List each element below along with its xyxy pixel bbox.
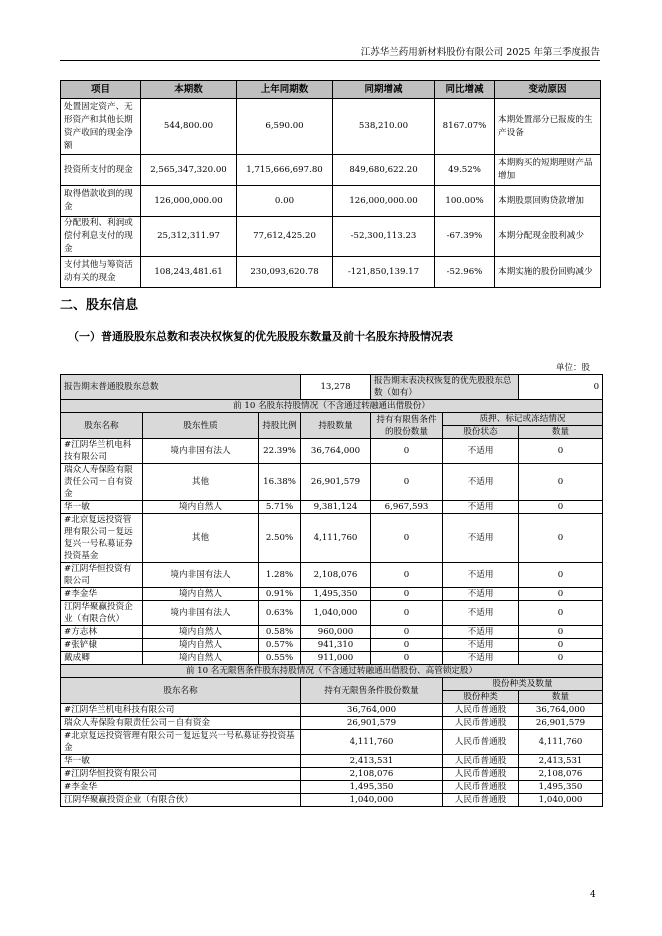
cell-qty: 9,381,124 xyxy=(301,501,371,514)
cell-holder: #北京复远投资管理有限公司－复远复兴一号私募证券投资基金 xyxy=(61,730,301,755)
cell-change: -121,850,139.17 xyxy=(333,257,435,288)
cell-current: 544,800.00 xyxy=(141,99,237,155)
total-holders-value: 13,278 xyxy=(301,375,371,400)
cell-pledge-qty: 0 xyxy=(519,639,603,652)
cell-prior: 77,612,425.20 xyxy=(237,217,333,257)
cell-ratio: 2.50% xyxy=(259,514,301,563)
cell-holder: 戴成卿 xyxy=(61,652,143,665)
table-row xyxy=(61,588,603,601)
cell-share-qty: 36,764,000 xyxy=(519,704,603,717)
cell-change: 126,000,000.00 xyxy=(333,186,435,217)
cell-qty: 1,495,350 xyxy=(301,588,371,601)
cell-nature: 境内自然人 xyxy=(143,626,259,639)
cell-holder: #江阴华兰机电科技有限公司 xyxy=(61,439,143,464)
cell-reason: 本期分配现金股利减少 xyxy=(495,217,601,257)
column-header: 数量 xyxy=(519,691,603,704)
table-row xyxy=(61,601,603,626)
totals-row xyxy=(61,375,603,400)
cell-qty: 4,111,760 xyxy=(301,514,371,563)
cell-share-type: 人民币普通股 xyxy=(443,755,519,768)
cell-restricted: 0 xyxy=(371,563,443,588)
cell-ratio: 16.38% xyxy=(259,464,301,501)
column-header: 质押、标记或冻结情况 xyxy=(443,413,603,426)
cash-flow-change-table xyxy=(60,80,601,288)
cell-reason: 本期购买的短期理财产品增加 xyxy=(495,155,601,186)
cell-ratio: 5.71% xyxy=(259,501,301,514)
cell-pledge-status: 不适用 xyxy=(443,439,519,464)
cell-nature: 境内非国有法人 xyxy=(143,439,259,464)
cell-nature: 境内自然人 xyxy=(143,588,259,601)
table-row xyxy=(61,768,603,781)
cell-change: -52,300,113.23 xyxy=(333,217,435,257)
page-number: 4 xyxy=(590,890,596,900)
cell-pledge-qty: 0 xyxy=(519,501,603,514)
column-header: 变动原因 xyxy=(495,81,601,99)
table-header-row xyxy=(61,413,603,426)
cell-holder: 华一敏 xyxy=(61,501,143,514)
cell-restricted: 0 xyxy=(371,639,443,652)
cell-share-type: 人民币普通股 xyxy=(443,704,519,717)
cell-ratio: 0.63% xyxy=(259,601,301,626)
unrestricted-title: 前 10 名无限售条件股东持股情况（不含通过转融通出借股份、高管锁定股） xyxy=(61,665,603,678)
cell-share-qty: 2,108,076 xyxy=(519,768,603,781)
cell-change: 849,680,622.20 xyxy=(333,155,435,186)
cell-pct: 100.00% xyxy=(435,186,495,217)
cell-prior: 1,715,666,697.80 xyxy=(237,155,333,186)
cell-pledge-status: 不适用 xyxy=(443,588,519,601)
header-divider xyxy=(60,60,600,61)
cell-item: 支付其他与筹资活动有关的现金 xyxy=(61,257,141,288)
cell-reason: 本期实施的股份回购减少 xyxy=(495,257,601,288)
cell-item: 投资所支付的现金 xyxy=(61,155,141,186)
cell-qty: 2,108,076 xyxy=(301,563,371,588)
cell-qty: 2,108,076 xyxy=(301,768,443,781)
column-header: 持股比例 xyxy=(259,413,301,439)
column-header: 项目 xyxy=(61,81,141,99)
cell-prior: 6,590.00 xyxy=(237,99,333,155)
cell-pledge-qty: 0 xyxy=(519,588,603,601)
cell-pct: -52.96% xyxy=(435,257,495,288)
table-row xyxy=(61,257,601,288)
cell-restricted: 0 xyxy=(371,588,443,601)
cell-nature: 境内自然人 xyxy=(143,501,259,514)
cell-qty: 1,040,000 xyxy=(301,601,371,626)
cell-holder: 江阴华聚赢投资企业（有限合伙） xyxy=(61,794,301,807)
table-row xyxy=(61,639,603,652)
cell-ratio: 0.58% xyxy=(259,626,301,639)
column-header: 股份状态 xyxy=(443,426,519,439)
cell-qty: 2,413,531 xyxy=(301,755,443,768)
cell-share-type: 人民币普通股 xyxy=(443,730,519,755)
cell-restricted: 0 xyxy=(371,626,443,639)
table-row xyxy=(61,704,603,717)
cell-nature: 境内自然人 xyxy=(143,639,259,652)
column-header: 股份种类 xyxy=(443,691,519,704)
cell-pledge-qty: 0 xyxy=(519,652,603,665)
unit-label: 单位：股 xyxy=(555,363,590,373)
cell-pledge-qty: 0 xyxy=(519,439,603,464)
cell-ratio: 22.39% xyxy=(259,439,301,464)
cell-restricted: 0 xyxy=(371,439,443,464)
table-row xyxy=(61,794,603,807)
cell-holder: 江阴华聚赢投资企业（有限合伙） xyxy=(61,601,143,626)
subsection-title: （一）普通股股东总数和表决权恢复的优先股股东数量及前十名股东持股情况表 xyxy=(68,330,453,343)
column-header: 股东名称 xyxy=(61,678,301,704)
cell-restricted: 6,967,593 xyxy=(371,501,443,514)
pref-holders-label: 报告期末表决权恢复的优先股股东总数（如有） xyxy=(371,375,519,400)
cell-restricted: 0 xyxy=(371,652,443,665)
table-header-row xyxy=(61,678,603,691)
cell-prior: 0.00 xyxy=(237,186,333,217)
cell-qty: 1,495,350 xyxy=(301,781,443,794)
cell-nature: 其他 xyxy=(143,514,259,563)
cell-share-qty: 4,111,760 xyxy=(519,730,603,755)
cell-holder: #江阴华兰机电科技有限公司 xyxy=(61,704,301,717)
cell-pledge-qty: 0 xyxy=(519,464,603,501)
cell-holder: #方志林 xyxy=(61,626,143,639)
cell-holder: 瑞众人寿保险有限责任公司－自有资金 xyxy=(61,464,143,501)
cell-item: 处置固定资产、无形资产和其他长期资产收回的现金净额 xyxy=(61,99,141,155)
column-header: 上年同期数 xyxy=(237,81,333,99)
top10-title: 前 10 名股东持股情况（不含通过转融通出借股份） xyxy=(61,400,603,413)
cell-qty: 941,310 xyxy=(301,639,371,652)
column-header: 持有无限售条件股份数量 xyxy=(301,678,443,704)
cell-pledge-status: 不适用 xyxy=(443,639,519,652)
cell-share-qty: 2,413,531 xyxy=(519,755,603,768)
column-header: 同期增减 xyxy=(333,81,435,99)
cell-nature: 境内自然人 xyxy=(143,652,259,665)
cell-qty: 26,901,579 xyxy=(301,717,443,730)
cell-pledge-qty: 0 xyxy=(519,563,603,588)
cell-pledge-qty: 0 xyxy=(519,601,603,626)
cell-prior: 230,093,620.78 xyxy=(237,257,333,288)
table-row xyxy=(61,155,601,186)
table-row xyxy=(61,514,603,563)
table-row xyxy=(61,186,601,217)
cell-restricted: 0 xyxy=(371,601,443,626)
cell-ratio: 0.91% xyxy=(259,588,301,601)
table-row xyxy=(61,99,601,155)
cell-holder: #江阴华恒投资有限公司 xyxy=(61,563,143,588)
cell-pledge-status: 不适用 xyxy=(443,514,519,563)
cell-qty: 36,764,000 xyxy=(301,439,371,464)
cell-pledge-qty: 0 xyxy=(519,514,603,563)
table-row xyxy=(61,217,601,257)
cell-share-qty: 1,495,350 xyxy=(519,781,603,794)
table-row xyxy=(61,439,603,464)
cell-share-type: 人民币普通股 xyxy=(443,781,519,794)
cell-ratio: 1.28% xyxy=(259,563,301,588)
cell-pledge-status: 不适用 xyxy=(443,601,519,626)
table-row xyxy=(61,563,603,588)
cell-pledge-status: 不适用 xyxy=(443,501,519,514)
table-row xyxy=(61,652,603,665)
table-row xyxy=(61,464,603,501)
cell-current: 25,312,311.97 xyxy=(141,217,237,257)
cell-current: 126,000,000.00 xyxy=(141,186,237,217)
cell-nature: 其他 xyxy=(143,464,259,501)
cell-current: 108,243,481.61 xyxy=(141,257,237,288)
cell-ratio: 0.55% xyxy=(259,652,301,665)
table-row xyxy=(61,717,603,730)
pref-holders-value: 0 xyxy=(519,375,603,400)
cell-qty: 911,000 xyxy=(301,652,371,665)
cell-reason: 本期处置部分已报废的生产设备 xyxy=(495,99,601,155)
table-row xyxy=(61,730,603,755)
cell-holder: #江阴华恒投资有限公司 xyxy=(61,768,301,781)
shareholders-table xyxy=(60,374,603,807)
column-header: 持股数量 xyxy=(301,413,371,439)
column-header: 股东性质 xyxy=(143,413,259,439)
column-header: 同比增减 xyxy=(435,81,495,99)
cell-item: 取得借款收到的现金 xyxy=(61,186,141,217)
cell-qty: 36,764,000 xyxy=(301,704,443,717)
cell-item: 分配股利、利润或偿付利息支付的现金 xyxy=(61,217,141,257)
cell-holder: #北京复远投资管理有限公司－复远复兴一号私募证券投资基金 xyxy=(61,514,143,563)
cell-current: 2,565,347,320.00 xyxy=(141,155,237,186)
table-header-row xyxy=(61,81,601,99)
cell-qty: 4,111,760 xyxy=(301,730,443,755)
cell-qty: 26,901,579 xyxy=(301,464,371,501)
table-row xyxy=(61,781,603,794)
cell-restricted: 0 xyxy=(371,464,443,501)
column-header: 股份种类及数量 xyxy=(443,678,603,691)
table-row xyxy=(61,626,603,639)
cell-holder: #李金华 xyxy=(61,588,143,601)
cell-reason: 本期股票回购贷款增加 xyxy=(495,186,601,217)
cell-pledge-qty: 0 xyxy=(519,626,603,639)
column-header: 持有有限售条件的股份数量 xyxy=(371,413,443,439)
cell-pledge-status: 不适用 xyxy=(443,563,519,588)
cell-pledge-status: 不适用 xyxy=(443,464,519,501)
section-title: 二、股东信息 xyxy=(60,298,139,313)
cell-share-qty: 1,040,000 xyxy=(519,794,603,807)
cell-holder: #李金华 xyxy=(61,781,301,794)
cell-pct: 8167.07% xyxy=(435,99,495,155)
cell-change: 538,210.00 xyxy=(333,99,435,155)
cell-pct: -67.39% xyxy=(435,217,495,257)
column-header: 数量 xyxy=(519,426,603,439)
cell-qty: 1,040,000 xyxy=(301,794,443,807)
cell-share-type: 人民币普通股 xyxy=(443,717,519,730)
cell-share-type: 人民币普通股 xyxy=(443,794,519,807)
table-row xyxy=(61,755,603,768)
cell-nature: 境内非国有法人 xyxy=(143,563,259,588)
cell-holder: #张铲棣 xyxy=(61,639,143,652)
cell-nature: 境内非国有法人 xyxy=(143,601,259,626)
cell-share-qty: 26,901,579 xyxy=(519,717,603,730)
cell-restricted: 0 xyxy=(371,514,443,563)
total-holders-label: 报告期末普通股股东总数 xyxy=(61,375,301,400)
cell-ratio: 0.57% xyxy=(259,639,301,652)
cell-qty: 960,000 xyxy=(301,626,371,639)
cell-holder: 瑞众人寿保险有限责任公司－自有资金 xyxy=(61,717,301,730)
cell-pledge-status: 不适用 xyxy=(443,626,519,639)
cell-share-type: 人民币普通股 xyxy=(443,768,519,781)
column-header: 本期数 xyxy=(141,81,237,99)
column-header: 股东名称 xyxy=(61,413,143,439)
cell-pledge-status: 不适用 xyxy=(443,652,519,665)
table-row xyxy=(61,501,603,514)
cell-pct: 49.52% xyxy=(435,155,495,186)
report-header: 江苏华兰药用新材料股份有限公司 2025 年第三季度报告 xyxy=(360,47,600,58)
cell-holder: 华一敏 xyxy=(61,755,301,768)
